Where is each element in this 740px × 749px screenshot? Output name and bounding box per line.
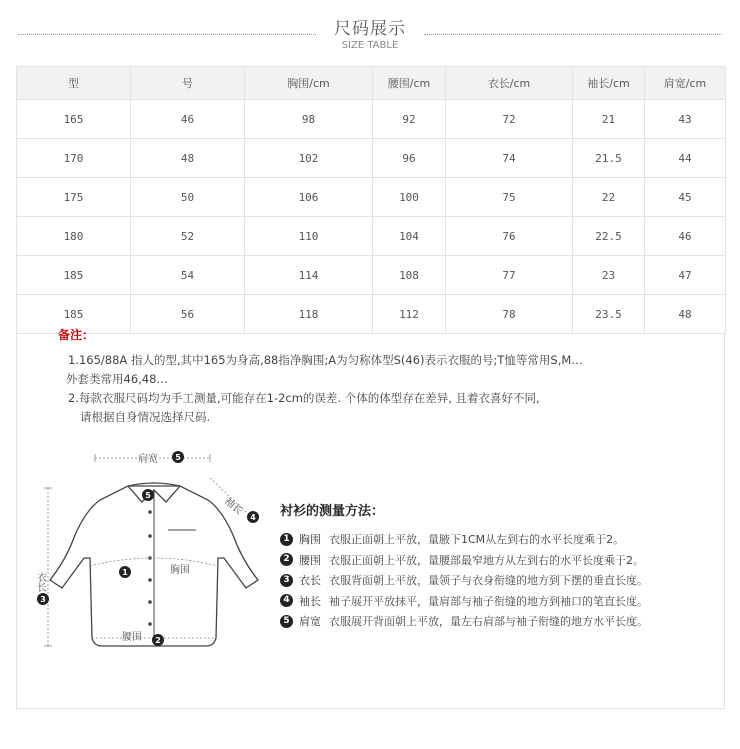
method-item bbox=[280, 529, 720, 550]
table-cell: 50 bbox=[131, 178, 245, 217]
step-number-badge: 5 bbox=[280, 615, 293, 628]
method-item-desc: 衣服正面朝上平放，量腋下1CM从左到右的水平长度乘于2。 bbox=[329, 533, 625, 547]
col-header: 衣长/cm bbox=[446, 67, 573, 100]
measure-method bbox=[280, 500, 720, 632]
marker-4: 4 bbox=[250, 513, 256, 522]
marker-3: 3 bbox=[40, 595, 46, 604]
table-cell: 22.5 bbox=[573, 217, 645, 256]
sleeve-label: 袖长 bbox=[222, 495, 245, 518]
method-item-name: 衣长 bbox=[299, 574, 321, 588]
table-cell: 21.5 bbox=[573, 139, 645, 178]
table-cell: 56 bbox=[131, 295, 245, 334]
table-cell: 74 bbox=[446, 139, 573, 178]
method-item-name: 腰围 bbox=[299, 553, 321, 567]
table-cell: 108 bbox=[373, 256, 446, 295]
method-item-desc: 衣服正面朝上平放，量腰部最窄地方从左到右的水平长度乘于2。 bbox=[329, 553, 644, 567]
table-cell: 185 bbox=[17, 295, 131, 334]
table-cell: 45 bbox=[645, 178, 726, 217]
shirt-measure-diagram bbox=[30, 440, 280, 700]
table-cell: 72 bbox=[446, 100, 573, 139]
table-cell: 23.5 bbox=[573, 295, 645, 334]
col-header: 肩宽/cm bbox=[645, 67, 726, 100]
table-row bbox=[17, 178, 726, 217]
table-cell: 165 bbox=[17, 100, 131, 139]
method-item-name: 肩宽 bbox=[299, 615, 321, 629]
table-cell: 75 bbox=[446, 178, 573, 217]
col-header: 胸围/cm bbox=[245, 67, 373, 100]
table-cell: 118 bbox=[245, 295, 373, 334]
table-header-row bbox=[17, 67, 726, 100]
step-number-badge: 2 bbox=[280, 553, 293, 566]
col-header: 号 bbox=[131, 67, 245, 100]
col-header: 腰围/cm bbox=[373, 67, 446, 100]
step-number-badge: 1 bbox=[280, 533, 293, 546]
remarks-label: 备注： bbox=[58, 328, 95, 342]
table-cell: 114 bbox=[245, 256, 373, 295]
table-cell: 78 bbox=[446, 295, 573, 334]
method-item-name: 袖长 bbox=[299, 594, 321, 608]
size-table bbox=[16, 66, 726, 334]
method-item bbox=[280, 591, 720, 612]
table-row bbox=[17, 256, 726, 295]
table-cell: 106 bbox=[245, 178, 373, 217]
method-item bbox=[280, 550, 720, 571]
remarks-block bbox=[58, 326, 698, 427]
marker-5-collar: 5 bbox=[145, 491, 151, 500]
table-cell: 21 bbox=[573, 100, 645, 139]
table-cell: 52 bbox=[131, 217, 245, 256]
method-item bbox=[280, 611, 720, 632]
table-cell: 23 bbox=[573, 256, 645, 295]
table-cell: 22 bbox=[573, 178, 645, 217]
col-header: 型 bbox=[17, 67, 131, 100]
table-cell: 44 bbox=[645, 139, 726, 178]
remark-line: 请根据自身情况选择尺码. bbox=[80, 410, 211, 424]
table-cell: 54 bbox=[131, 256, 245, 295]
measure-labels bbox=[35, 452, 246, 643]
table-cell: 77 bbox=[446, 256, 573, 295]
table-cell: 96 bbox=[373, 139, 446, 178]
table-cell: 46 bbox=[131, 100, 245, 139]
marker-1: 1 bbox=[122, 568, 128, 577]
table-cell: 104 bbox=[373, 217, 446, 256]
table-cell: 175 bbox=[17, 178, 131, 217]
method-item-desc: 袖子展开平放抹平，量肩部与袖子衔缝的地方到袖口的笔直长度。 bbox=[329, 594, 648, 608]
remark-line: 1.165/88A 指人的型,其中165为身高,88指净胸围;A为匀称体型S(46)表示衣服的号;T恤等常用S,M… bbox=[68, 353, 583, 367]
marker-5-top: 5 bbox=[175, 453, 181, 462]
table-cell: 47 bbox=[645, 256, 726, 295]
col-header: 袖长/cm bbox=[573, 67, 645, 100]
table-cell: 112 bbox=[373, 295, 446, 334]
table-cell: 110 bbox=[245, 217, 373, 256]
table-cell: 92 bbox=[373, 100, 446, 139]
method-item-name: 胸围 bbox=[299, 533, 321, 547]
method-item-desc: 衣服背面朝上平放，量领子与衣身衔缝的地方到下摆的垂直长度。 bbox=[329, 574, 648, 588]
method-item bbox=[280, 570, 720, 591]
section-header bbox=[0, 10, 740, 56]
dotted-divider-right bbox=[424, 34, 722, 35]
step-number-badge: 4 bbox=[280, 594, 293, 607]
marker-2: 2 bbox=[155, 636, 161, 645]
step-number-badge: 3 bbox=[280, 574, 293, 587]
section-subtitle: SIZE TABLE bbox=[341, 40, 399, 51]
remark-line: 外套类常用46,48… bbox=[66, 372, 168, 386]
table-cell: 170 bbox=[17, 139, 131, 178]
section-title: 尺码展示 bbox=[334, 19, 406, 39]
method-item-desc: 衣服展开背面朝上平放，量左右肩部与袖子衔缝的地方水平长度。 bbox=[329, 615, 648, 629]
table-cell: 185 bbox=[17, 256, 131, 295]
table-row bbox=[17, 139, 726, 178]
number-markers bbox=[34, 451, 259, 646]
table-cell: 43 bbox=[645, 100, 726, 139]
table-cell: 48 bbox=[645, 295, 726, 334]
table-cell: 48 bbox=[131, 139, 245, 178]
table-row bbox=[17, 217, 726, 256]
chest-label: 胸围 bbox=[170, 565, 190, 576]
table-cell: 76 bbox=[446, 217, 573, 256]
method-title: 衬衫的测量方法： bbox=[280, 504, 385, 519]
table-cell: 180 bbox=[17, 217, 131, 256]
table-cell: 102 bbox=[245, 139, 373, 178]
table-cell: 46 bbox=[645, 217, 726, 256]
remark-line: 2.每款衣服尺码均为手工测量,可能存在1-2cm的误差. 个体的体型存在差异, 且着衣喜好不同, bbox=[68, 391, 540, 405]
shirt-buttons bbox=[148, 510, 152, 626]
table-cell: 100 bbox=[373, 178, 446, 217]
waist-label: 腰围 bbox=[122, 632, 142, 643]
table-row bbox=[17, 100, 726, 139]
shoulder-label: 肩宽 bbox=[138, 454, 158, 465]
table-cell: 98 bbox=[245, 100, 373, 139]
length-label: 衣长 bbox=[34, 572, 46, 592]
